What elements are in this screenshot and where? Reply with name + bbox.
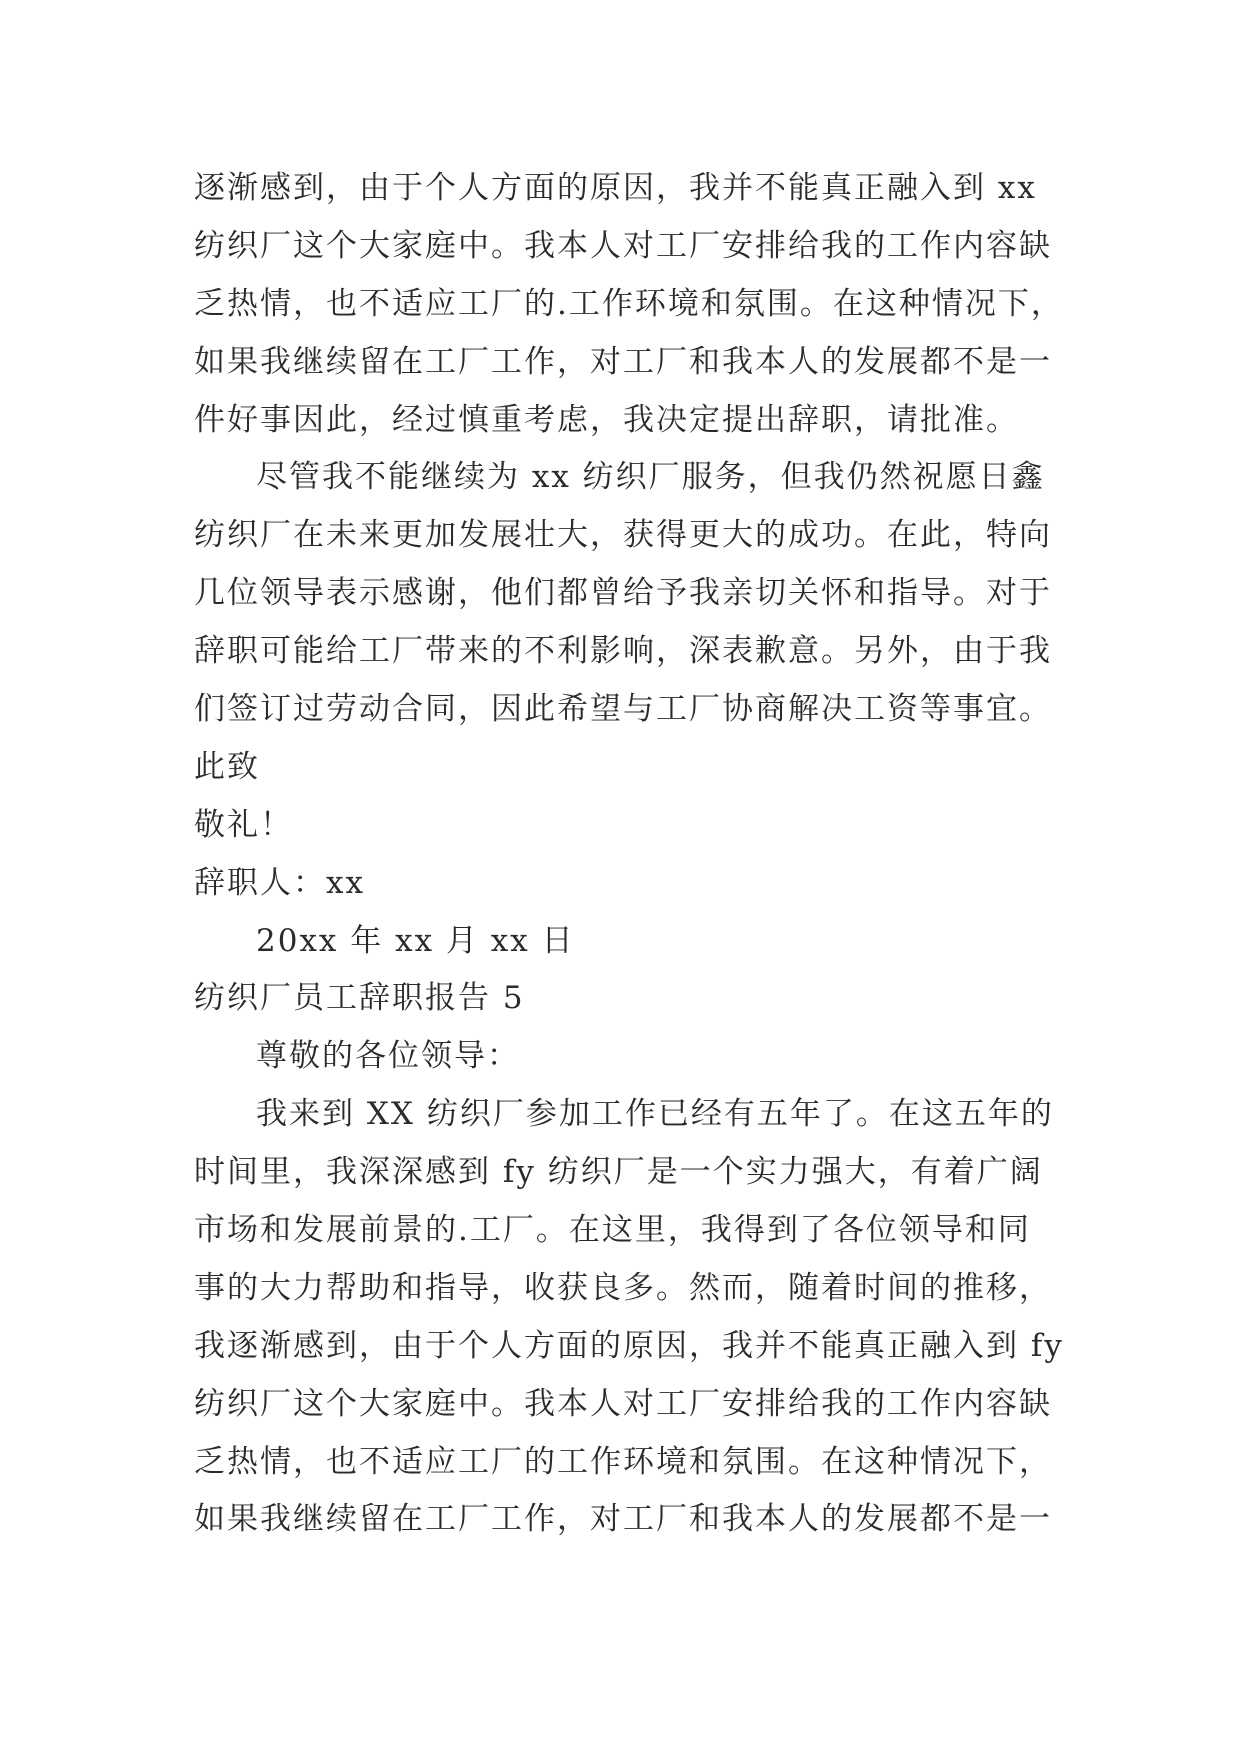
text-line: 如果我继续留在工厂工作，对工厂和我本人的发展都不是一 — [194, 1501, 1052, 1538]
paragraph-start-line: 我来到 XX 纺织厂参加工作已经有五年了。在这五年的 — [256, 1096, 1054, 1133]
text-line: 时间里，我深深感到 fy 纺织厂是一个实力强大，有着广阔 — [194, 1154, 1043, 1191]
text-line: 纺织厂在未来更加发展壮大，获得更大的成功。在此，特向 — [194, 517, 1052, 554]
salutation-line: 敬礼！ — [194, 806, 293, 843]
greeting-line: 尊敬的各位领导： — [256, 1038, 520, 1075]
text-line: 我逐渐感到，由于个人方面的原因，我并不能真正融入到 fy — [194, 1327, 1064, 1364]
paragraph-start-line: 尽管我不能继续为 xx 纺织厂服务，但我仍然祝愿日鑫 — [256, 459, 1045, 496]
text-line: 辞职可能给工厂带来的不利影响，深表歉意。另外，由于我 — [194, 633, 1052, 670]
text-line: 乏热情，也不适应工厂的工作环境和氛围。在这种情况下， — [194, 1443, 1052, 1480]
letter-body — [194, 160, 1094, 1549]
text-line: 事的大力帮助和指导，收获良多。然而，随着时间的推移， — [194, 1269, 1052, 1306]
text-line: 们签订过劳动合同，因此希望与工厂协商解决工资等事宜。 — [194, 691, 1052, 728]
text-line: 纺织厂这个大家庭中。我本人对工厂安排给我的工作内容缺 — [194, 227, 1052, 264]
text-line: 如果我继续留在工厂工作，对工厂和我本人的发展都不是一 — [194, 343, 1052, 380]
closing-line: 此致 — [194, 748, 260, 785]
text-line: 乏热情，也不适应工厂的.工作环境和氛围。在这种情况下， — [194, 285, 1064, 322]
text-line: 市场和发展前景的.工厂。在这里，我得到了各位领导和同 — [194, 1212, 1031, 1249]
text-line: 几位领导表示感谢，他们都曾给予我亲切关怀和指导。对于 — [194, 575, 1052, 612]
text-line: 逐渐感到，由于个人方面的原因，我并不能真正融入到 xx — [194, 170, 1037, 206]
date-line: 20xx 年 xx 月 xx 日 — [256, 922, 575, 959]
text-line: 件好事因此，经过慎重考虑，我决定提出辞职，请批准。 — [194, 401, 1019, 438]
section-title: 纺织厂员工辞职报告 5 — [194, 980, 525, 1017]
signer-line: 辞职人：xx — [194, 864, 365, 901]
text-line: 纺织厂这个大家庭中。我本人对工厂安排给我的工作内容缺 — [194, 1385, 1052, 1422]
